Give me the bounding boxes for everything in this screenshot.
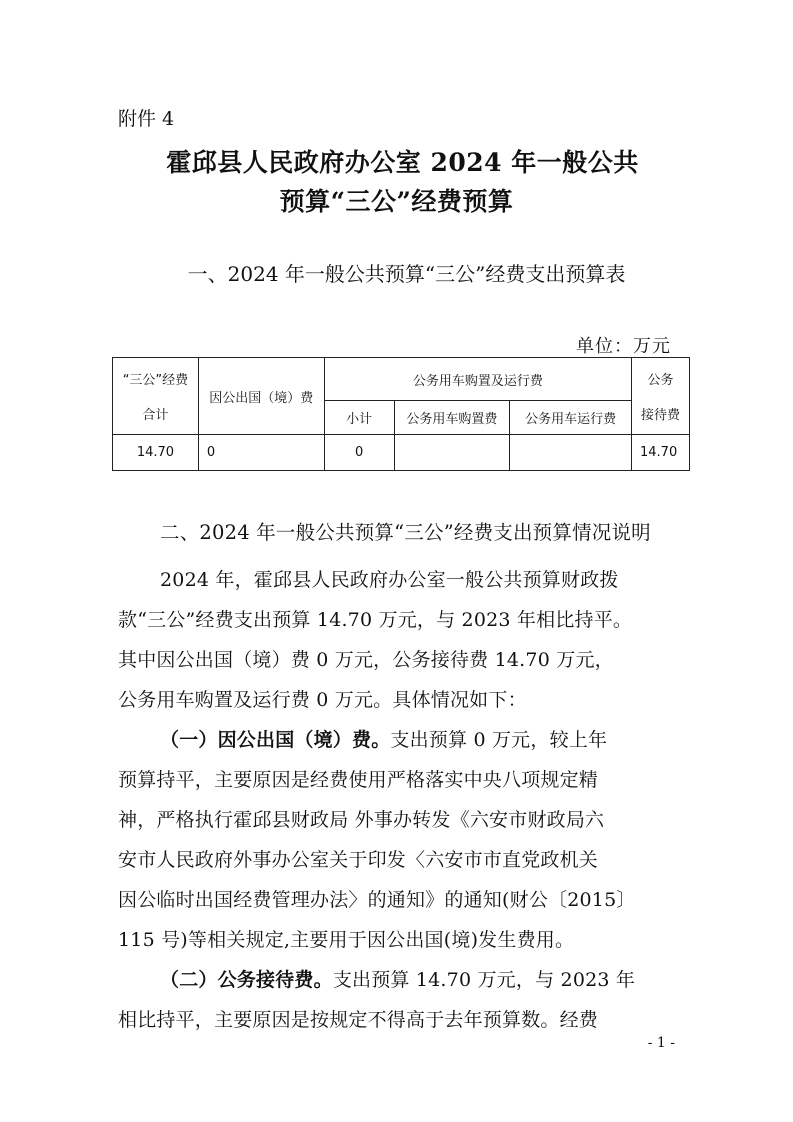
cell-travel: 0 [198,435,324,471]
unit-label: 单位：万元 [576,336,671,357]
item1-heading: （一）因公出国（境）费。 [160,729,391,751]
table-header-row-1 [113,358,690,401]
item1-line6: 115 号)等相关规定,主要用于因公出国(境)发生费用。 [118,929,575,951]
cell-reception: 14.70 [632,435,690,471]
cell-vehicle-operation [510,435,632,471]
paragraph1-line3: 其中因公出国（境）费 0 万元，公务接待费 14.70 万元， [118,649,614,671]
item2-first-line [160,965,635,992]
header-total [113,358,199,435]
paragraph1-line4: 公务用车购置及运行费 0 万元。具体情况如下： [118,689,527,711]
document-title-line2: 预算“三公”经费预算 [279,187,514,216]
header-total-top: “三公”经费 [122,373,189,388]
item1-line5: 因公临时出国经费管理办法〉的通知》的通知(财公〔2015〕 [118,889,636,911]
cell-total: 14.70 [113,435,199,471]
attachment-label: 附件 4 [118,108,175,130]
item2-first-line-rest: 支出预算 14.70 万元，与 2023 年 [332,969,636,991]
header-reception-bottom: 接待费 [640,408,680,423]
budget-table [112,357,690,471]
header-reception [632,358,690,435]
header-total-bottom: 合计 [142,408,169,423]
cell-vehicle-subtotal: 0 [324,435,394,471]
paragraph1-line1: 2024 年，霍邱县人民政府办公室一般公共预算财政拨 [160,569,619,591]
section2-heading: 二、2024 年一般公共预算“三公”经费支出预算情况说明 [160,521,651,544]
header-reception-top: 公务 [647,373,674,388]
header-vehicle-subtotal: 小计 [324,401,394,435]
header-travel: 因公出国（境）费 [198,358,324,435]
item1-line2: 预算持平，主要原因是经费使用严格落实中央八项规定精 [118,769,599,791]
header-vehicle-purchase: 公务用车购置费 [394,401,510,435]
item1-line3: 神，严格执行霍邱县财政局 外事办转发《六安市财政局六 [118,809,605,831]
item1-first-line [160,725,607,752]
header-vehicle-operation: 公务用车运行费 [510,401,632,435]
table-row [113,435,690,471]
page-number: - 1 - [647,1035,675,1051]
item2-line2: 相比持平，主要原因是按规定不得高于去年预算数。经费 [118,1009,599,1031]
header-vehicle-group: 公务用车购置及运行费 [324,358,631,401]
document-title-line1: 霍邱县人民政府办公室 2024 年一般公共 [166,148,639,177]
cell-vehicle-purchase [394,435,510,471]
section1-heading: 一、2024 年一般公共预算“三公”经费支出预算表 [187,262,626,286]
paragraph1-line2: 款“三公”经费支出预算 14.70 万元，与 2023 年相比持平。 [118,609,633,631]
item1-first-line-rest: 支出预算 0 万元，较上年 [390,729,608,751]
item1-line4: 安市人民政府外事办公室关于印发〈六安市市直党政机关 [118,849,599,871]
item2-heading: （二）公务接待费。 [160,969,333,991]
